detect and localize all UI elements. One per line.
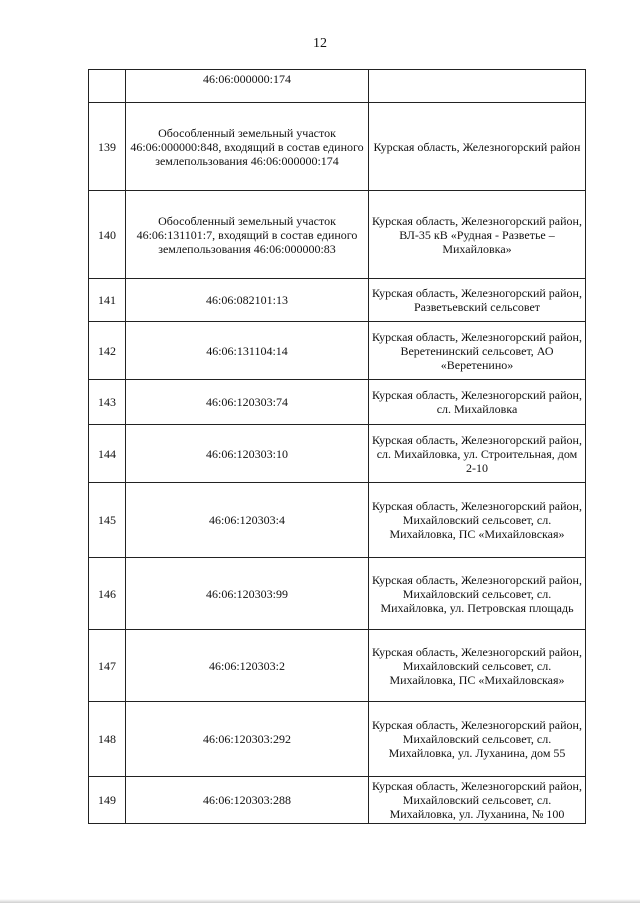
object-cell: 46:06:120303:4 <box>126 483 369 558</box>
table-row <box>89 558 586 630</box>
table-row <box>89 702 586 777</box>
table-row <box>89 777 586 824</box>
location-cell: Курская область, Железногорский район, Разветьевский сельсовет <box>369 279 586 322</box>
object-cell: Обособленный земельный участок 46:06:131101:7, входящий в состав единого землепользования 46:06:000000:83 <box>126 191 369 279</box>
row-number: 149 <box>89 777 126 824</box>
row-number: 144 <box>89 425 126 483</box>
table-row <box>89 483 586 558</box>
location-cell: Курская область, Железногорский район, сл. Михайловка, ул. Строительная, дом 2-10 <box>369 425 586 483</box>
table-row <box>89 70 586 103</box>
land-plot-table <box>88 69 586 824</box>
location-cell: Курская область, Железногорский район, ВЛ-35 кВ «Рудная - Разветье – Михайловка» <box>369 191 586 279</box>
object-cell: 46:06:120303:288 <box>126 777 369 824</box>
row-number: 142 <box>89 322 126 380</box>
table-row <box>89 380 586 425</box>
table-row <box>89 322 586 380</box>
object-cell: 46:06:131104:14 <box>126 322 369 380</box>
row-number: 143 <box>89 380 126 425</box>
table-row <box>89 279 586 322</box>
row-number: 148 <box>89 702 126 777</box>
page-number: 12 <box>313 36 327 51</box>
location-cell <box>369 70 586 103</box>
object-cell: 46:06:120303:292 <box>126 702 369 777</box>
row-number: 139 <box>89 103 126 191</box>
row-number: 140 <box>89 191 126 279</box>
table-row <box>89 630 586 702</box>
row-number: 147 <box>89 630 126 702</box>
object-cell: 46:06:120303:10 <box>126 425 369 483</box>
location-cell: Курская область, Железногорский район <box>369 103 586 191</box>
object-cell: 46:06:082101:13 <box>126 279 369 322</box>
row-number: 141 <box>89 279 126 322</box>
location-cell: Курская область, Железногорский район, Михайловский сельсовет, сл. Михайловка, ПС «Михайловская» <box>369 483 586 558</box>
object-cell: 46:06:120303:2 <box>126 630 369 702</box>
location-cell: Курская область, Железногорский район, Веретенинский сельсовет, АО «Веретенино» <box>369 322 586 380</box>
location-cell: Курская область, Железногорский район, сл. Михайловка <box>369 380 586 425</box>
location-cell: Курская область, Железногорский район, Михайловский сельсовет, сл. Михайловка, ПС «Михайловская» <box>369 630 586 702</box>
table-row <box>89 191 586 279</box>
scan-edge-shadow <box>0 899 640 903</box>
object-cell: 46:06:120303:74 <box>126 380 369 425</box>
location-cell: Курская область, Железногорский район, Михайловский сельсовет, сл. Михайловка, ул. Луханина, дом 55 <box>369 702 586 777</box>
row-number: 146 <box>89 558 126 630</box>
location-cell: Курская область, Железногорский район, Михайловский сельсовет, сл. Михайловка, ул. Луханина, № 100 <box>369 777 586 824</box>
object-cell: Обособленный земельный участок 46:06:000000:848, входящий в состав единого землепользования 46:06:000000:174 <box>126 103 369 191</box>
location-cell: Курская область, Железногорский район, Михайловский сельсовет, сл. Михайловка, ул. Петровская площадь <box>369 558 586 630</box>
row-number: 145 <box>89 483 126 558</box>
object-cell: 46:06:000000:174 <box>126 70 369 103</box>
table-row <box>89 425 586 483</box>
table-row <box>89 103 586 191</box>
row-number <box>89 70 126 103</box>
object-cell: 46:06:120303:99 <box>126 558 369 630</box>
